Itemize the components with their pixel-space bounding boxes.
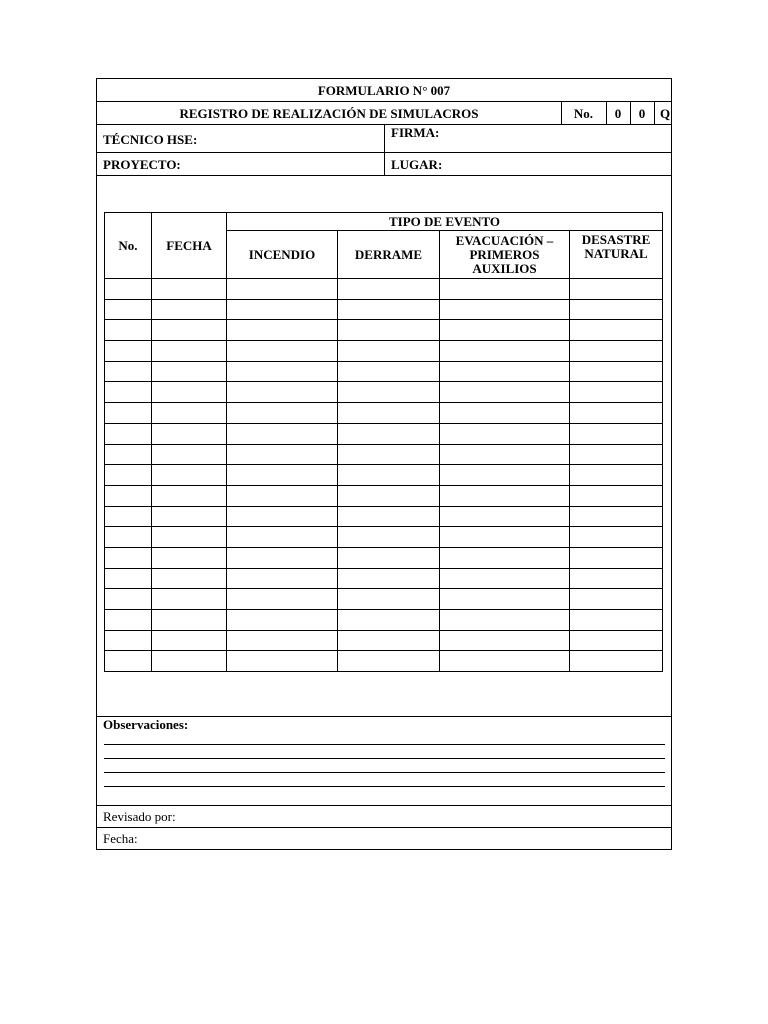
table-cell[interactable] <box>570 485 663 506</box>
table-cell[interactable] <box>440 651 570 672</box>
table-row <box>105 423 663 444</box>
table-cell[interactable] <box>227 485 338 506</box>
table-cell[interactable] <box>227 506 338 527</box>
table-cell[interactable] <box>227 630 338 651</box>
table-cell[interactable] <box>227 423 338 444</box>
table-cell[interactable] <box>338 279 440 300</box>
table-cell[interactable] <box>105 610 152 631</box>
table-cell[interactable] <box>570 568 663 589</box>
table-row <box>105 506 663 527</box>
form-frame <box>96 78 672 850</box>
table-cell[interactable] <box>152 506 227 527</box>
table-cell[interactable] <box>105 589 152 610</box>
table-cell[interactable] <box>338 382 440 403</box>
table-row <box>105 589 663 610</box>
table-cell[interactable] <box>440 547 570 568</box>
table-row <box>105 527 663 548</box>
table-row <box>105 444 663 465</box>
table-cell[interactable] <box>440 320 570 341</box>
table-cell[interactable] <box>338 527 440 548</box>
table-cell[interactable] <box>152 361 227 382</box>
table-cell[interactable] <box>152 651 227 672</box>
table-cell[interactable] <box>338 320 440 341</box>
table-cell[interactable] <box>338 547 440 568</box>
divider <box>384 124 385 175</box>
table-cell[interactable] <box>105 651 152 672</box>
table-row <box>105 568 663 589</box>
table-cell[interactable] <box>152 610 227 631</box>
col-header-no: No. <box>105 213 152 279</box>
table-cell[interactable] <box>570 279 663 300</box>
table-cell[interactable] <box>338 465 440 486</box>
table-cell[interactable] <box>227 651 338 672</box>
table-cell[interactable] <box>105 299 152 320</box>
table-cell[interactable] <box>570 361 663 382</box>
table-cell[interactable] <box>105 423 152 444</box>
table-row <box>105 361 663 382</box>
observaciones-label: Observaciones: <box>103 717 189 732</box>
table-cell[interactable] <box>338 423 440 444</box>
table-cell[interactable] <box>440 485 570 506</box>
table-cell[interactable] <box>440 423 570 444</box>
table-row <box>105 465 663 486</box>
table-cell[interactable] <box>338 403 440 424</box>
fecha-label: Fecha: <box>103 831 138 846</box>
col-header-fecha: FECHA <box>152 213 227 279</box>
table-cell[interactable] <box>227 444 338 465</box>
table-row <box>105 279 663 300</box>
table-cell[interactable] <box>570 506 663 527</box>
table-cell[interactable] <box>227 610 338 631</box>
table-cell[interactable] <box>440 568 570 589</box>
lugar-label: LUGAR: <box>391 157 443 172</box>
table-cell[interactable] <box>152 403 227 424</box>
table-cell[interactable] <box>227 568 338 589</box>
number-cell: 0 <box>638 106 646 121</box>
table-cell[interactable] <box>440 589 570 610</box>
col-header-incendio: INCENDIO <box>227 231 338 279</box>
table-cell[interactable] <box>570 465 663 486</box>
table-cell[interactable] <box>338 444 440 465</box>
divider <box>97 175 671 176</box>
table-cell[interactable] <box>105 403 152 424</box>
table-cell[interactable] <box>570 403 663 424</box>
table-cell[interactable] <box>570 547 663 568</box>
table-cell[interactable] <box>338 506 440 527</box>
table-cell[interactable] <box>105 361 152 382</box>
table-cell[interactable] <box>570 444 663 465</box>
group-header-tipo-evento: TIPO DE EVENTO <box>227 213 663 231</box>
table-cell[interactable] <box>152 320 227 341</box>
table-cell[interactable] <box>338 568 440 589</box>
table-cell[interactable] <box>152 485 227 506</box>
table-cell[interactable] <box>105 320 152 341</box>
table-cell[interactable] <box>227 320 338 341</box>
table-row <box>105 403 663 424</box>
table-cell[interactable] <box>152 630 227 651</box>
number-cell: Q <box>660 106 671 121</box>
table-cell[interactable] <box>440 299 570 320</box>
table-cell[interactable] <box>338 630 440 651</box>
divider <box>97 101 671 102</box>
table-cell[interactable] <box>152 465 227 486</box>
table-cell[interactable] <box>152 382 227 403</box>
table-cell[interactable] <box>105 444 152 465</box>
form-title: FORMULARIO N° 007 <box>317 83 451 98</box>
table-cell[interactable] <box>570 630 663 651</box>
divider <box>97 805 671 806</box>
table-cell[interactable] <box>440 444 570 465</box>
table-row <box>105 299 663 320</box>
number-label: No. <box>573 106 594 121</box>
table-cell[interactable] <box>570 589 663 610</box>
table-cell[interactable] <box>105 527 152 548</box>
table-cell[interactable] <box>570 382 663 403</box>
table-cell[interactable] <box>440 279 570 300</box>
table-cell[interactable] <box>440 403 570 424</box>
table-cell[interactable] <box>338 299 440 320</box>
table-cell[interactable] <box>227 361 338 382</box>
table-cell[interactable] <box>570 610 663 631</box>
divider <box>97 827 671 828</box>
simulacros-table <box>104 212 663 672</box>
table-cell[interactable] <box>227 547 338 568</box>
table-cell[interactable] <box>440 506 570 527</box>
table-cell[interactable] <box>105 382 152 403</box>
table-cell[interactable] <box>105 485 152 506</box>
table-cell[interactable] <box>227 465 338 486</box>
table-row <box>105 651 663 672</box>
observaciones-line[interactable] <box>104 772 665 773</box>
table-cell[interactable] <box>105 465 152 486</box>
table-cell[interactable] <box>105 341 152 362</box>
col-header-derrame: DERRAME <box>338 231 440 279</box>
proyecto-label: PROYECTO: <box>103 157 181 172</box>
table-cell[interactable] <box>338 651 440 672</box>
firma-label: FIRMA: <box>391 125 440 140</box>
table-cell[interactable] <box>227 299 338 320</box>
table-cell[interactable] <box>227 279 338 300</box>
table-cell[interactable] <box>105 506 152 527</box>
table-cell[interactable] <box>105 568 152 589</box>
table-cell[interactable] <box>440 527 570 548</box>
divider <box>654 101 655 124</box>
table-row <box>105 382 663 403</box>
table-cell[interactable] <box>152 423 227 444</box>
table-cell[interactable] <box>338 485 440 506</box>
table-cell[interactable] <box>227 403 338 424</box>
table-cell[interactable] <box>338 341 440 362</box>
table-cell[interactable] <box>440 610 570 631</box>
table-cell[interactable] <box>570 320 663 341</box>
table-cell[interactable] <box>152 299 227 320</box>
table-cell[interactable] <box>152 341 227 362</box>
table-cell[interactable] <box>152 444 227 465</box>
table-cell[interactable] <box>570 423 663 444</box>
table-cell[interactable] <box>227 382 338 403</box>
table-cell[interactable] <box>440 630 570 651</box>
number-cell: 0 <box>614 106 622 121</box>
observaciones-line[interactable] <box>104 786 665 787</box>
table-row <box>105 485 663 506</box>
table-cell[interactable] <box>152 547 227 568</box>
form-subtitle: REGISTRO DE REALIZACIÓN DE SIMULACROS <box>179 106 479 121</box>
observaciones-line[interactable] <box>104 758 665 759</box>
table-cell[interactable] <box>570 527 663 548</box>
table-cell[interactable] <box>152 589 227 610</box>
col-header-desastre: DESASTRE NATURAL <box>570 231 663 279</box>
revisado-por-label: Revisado por: <box>103 809 176 824</box>
divider <box>97 152 671 153</box>
table-cell[interactable] <box>152 568 227 589</box>
tecnico-hse-label: TÉCNICO HSE: <box>103 132 198 147</box>
table-cell[interactable] <box>440 382 570 403</box>
table-cell[interactable] <box>338 589 440 610</box>
table-cell[interactable] <box>338 610 440 631</box>
table-cell[interactable] <box>570 341 663 362</box>
table-cell[interactable] <box>105 630 152 651</box>
table-row <box>105 320 663 341</box>
table-cell[interactable] <box>338 361 440 382</box>
table-cell[interactable] <box>570 299 663 320</box>
table-cell[interactable] <box>105 279 152 300</box>
table-row <box>105 610 663 631</box>
table-row <box>105 341 663 362</box>
table-cell[interactable] <box>227 527 338 548</box>
table-cell[interactable] <box>152 527 227 548</box>
col-header-evacuacion: EVACUACIÓN – PRIMEROS AUXILIOS <box>440 231 570 279</box>
table-row <box>105 630 663 651</box>
table-cell[interactable] <box>152 279 227 300</box>
table-cell[interactable] <box>227 589 338 610</box>
table-cell[interactable] <box>440 341 570 362</box>
table-cell[interactable] <box>570 651 663 672</box>
table-cell[interactable] <box>105 547 152 568</box>
table-cell[interactable] <box>227 341 338 362</box>
table-row <box>105 547 663 568</box>
table-cell[interactable] <box>440 361 570 382</box>
table-cell[interactable] <box>440 465 570 486</box>
observaciones-line[interactable] <box>104 744 665 745</box>
